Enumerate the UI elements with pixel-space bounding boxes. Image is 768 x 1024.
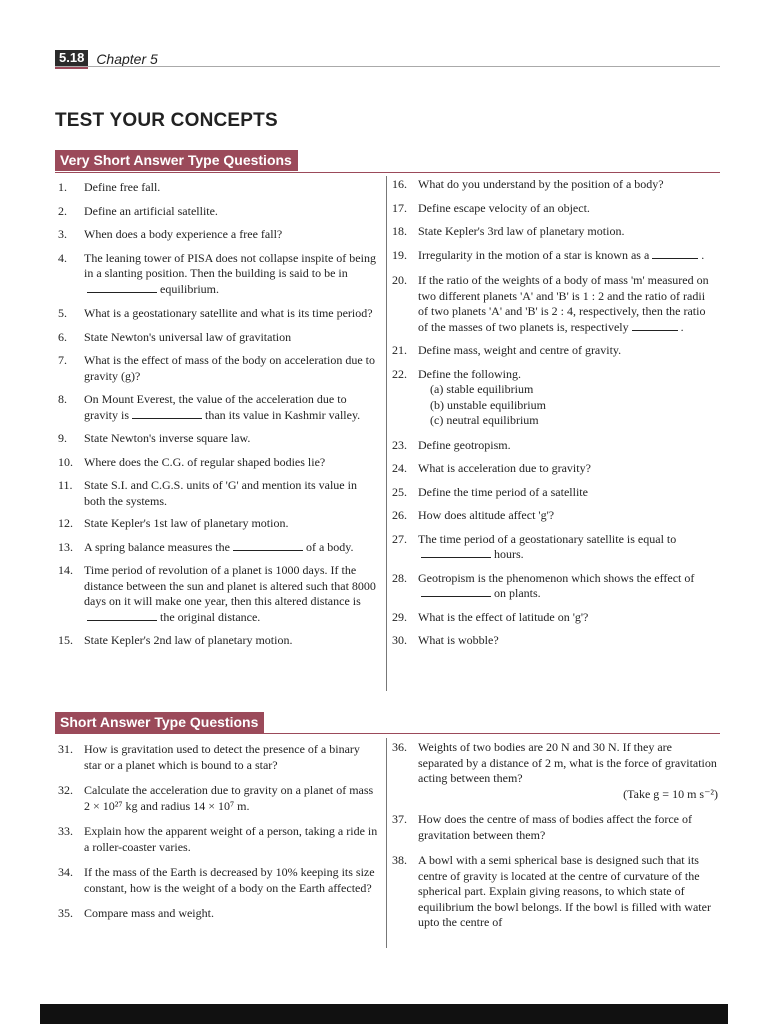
- question-text: [84, 251, 378, 298]
- question-number: 18.: [392, 224, 407, 238]
- question-text: [84, 783, 378, 814]
- question-number: 15.: [58, 633, 73, 647]
- question-text-part: Compare mass and weight.: [84, 906, 214, 920]
- question-number: 8.: [58, 392, 67, 406]
- question-item: [388, 343, 718, 359]
- question-text-part: State Kepler's 2nd law of planetary motion.: [84, 633, 293, 647]
- question-text-part: Define an artificial satellite.: [84, 203, 218, 218]
- answer-blank: [87, 610, 157, 621]
- question-text-part: hours.: [494, 547, 524, 561]
- question-text-part: A bowl with a semi spherical base is designed such that its centre of gravity is located at the centre of curvature of the spherical part. Explain giving reasons, to which state of equilibrium the bowl belongs. If the bowl is filled with water upto the centre of: [418, 853, 711, 929]
- question-text: [84, 227, 378, 243]
- question-text: [84, 906, 378, 922]
- question-text-part: .: [701, 247, 705, 262]
- question-text: [84, 478, 378, 509]
- question-text: [84, 563, 378, 625]
- question-number: 17.: [392, 200, 407, 215]
- question-text-part: Define free fall.: [84, 180, 161, 194]
- column-divider: [386, 738, 387, 948]
- answer-blank: [87, 282, 157, 293]
- question-number: 11.: [58, 478, 73, 492]
- question-item: [54, 478, 378, 509]
- question-text-part: Define the following.: [418, 366, 521, 381]
- answer-blank: [632, 320, 678, 331]
- question-item: [388, 812, 718, 843]
- question-item: [54, 824, 378, 855]
- question-item: [54, 563, 378, 625]
- question-item: [54, 330, 378, 346]
- question-text-part: State Kepler's 1st law of planetary motion.: [84, 516, 289, 530]
- question-text: [84, 204, 378, 220]
- question-text: [418, 248, 718, 264]
- column-divider: [386, 176, 387, 691]
- question-text-part: Weights of two bodies are 20 N and 30 N. If they are separated by a distance of 2 m, what is the force of gravitation acting between them?: [418, 740, 717, 785]
- question-text-part: Where does the C.G. of regular shaped bodies lie?: [84, 454, 326, 469]
- question-text-part: Time period of revolution of a planet is 1000 days. If the distance between the sun and planet is altered such that 8000 days on it will make one year, then this altered distance is: [84, 563, 376, 608]
- question-text-part: Define the time period of a satellite: [418, 484, 588, 499]
- question-number: 31.: [58, 742, 73, 756]
- question-text: [418, 571, 718, 602]
- question-text-part: on plants.: [494, 586, 541, 600]
- question-item: [388, 224, 718, 240]
- question-text: [84, 392, 378, 423]
- question-number: 10.: [58, 454, 73, 469]
- question-number: 2.: [58, 203, 67, 218]
- question-item: [388, 461, 718, 477]
- question-item: [54, 516, 378, 532]
- question-text: [418, 610, 718, 626]
- question-item: [54, 906, 378, 922]
- question-number: 9.: [58, 431, 67, 445]
- question-column-left: [54, 742, 378, 922]
- section-rule: [55, 733, 720, 734]
- question-text: [418, 343, 718, 359]
- question-number: 32.: [58, 783, 73, 797]
- question-text-part: State Kepler's 3rd law of planetary motion.: [418, 224, 625, 238]
- answer-blank: [233, 540, 303, 551]
- question-number: 36.: [392, 740, 407, 754]
- section-rule: [55, 172, 720, 173]
- question-text-part: Geotropism is the phenomenon which shows the effect of: [418, 570, 695, 585]
- question-text-part: Define mass, weight and centre of gravity.: [418, 343, 622, 357]
- answer-blank: [652, 248, 698, 259]
- question-number: 13.: [58, 539, 73, 554]
- question-text-part: State Newton's inverse square law.: [84, 431, 251, 445]
- section-heading-short: Short Answer Type Questions: [55, 712, 264, 733]
- question-item: [388, 177, 718, 193]
- question-text: [84, 330, 378, 346]
- question-text: [418, 633, 718, 649]
- question-text-part: What do you understand by the position of a body?: [418, 177, 664, 191]
- question-text: [418, 177, 718, 193]
- question-number: 37.: [392, 812, 407, 826]
- question-text-part: Explain how the apparent weight of a person, taking a ride in a roller-coaster varies.: [84, 824, 378, 854]
- question-text: [84, 180, 378, 196]
- question-text-part: When does a body experience a free fall?: [84, 227, 283, 241]
- question-number: 29.: [392, 609, 407, 624]
- chapter-label: Chapter 5: [96, 51, 158, 67]
- sub-item: (a) stable equilibrium: [430, 382, 534, 396]
- question-number: 1.: [58, 180, 67, 194]
- question-text: [418, 812, 718, 843]
- question-item: [54, 540, 378, 556]
- question-item: [388, 438, 718, 454]
- question-text: [418, 740, 718, 787]
- question-item: [54, 251, 378, 298]
- question-number: 16.: [392, 177, 407, 191]
- question-text: [418, 853, 718, 931]
- answer-blank: [421, 547, 491, 558]
- question-text-part: of a body.: [305, 539, 354, 554]
- page-number-badge: 5.18: [55, 50, 88, 69]
- question-text-part: the original distance.: [160, 609, 261, 624]
- question-text-part: Calculate the acceleration due to gravity on a planet of mass 2 × 10²⁷ kg and radius 14 × 10⁷ m.: [84, 783, 374, 813]
- question-item: [388, 273, 718, 335]
- section-heading-very-short: Very Short Answer Type Questions: [55, 150, 298, 171]
- question-number: 33.: [58, 824, 73, 838]
- question-text: [84, 742, 378, 773]
- question-item: [54, 633, 378, 649]
- question-text: [84, 824, 378, 855]
- question-item: [388, 201, 718, 217]
- question-text: [418, 532, 718, 563]
- question-text-part: What is wobble?: [418, 633, 499, 647]
- question-number: 22.: [392, 366, 407, 381]
- question-text: [84, 353, 378, 384]
- question-number: 38.: [392, 853, 407, 867]
- question-text: [84, 865, 378, 896]
- sub-item: (b) unstable equilibrium: [430, 397, 546, 412]
- question-text-part: State S.I. and C.G.S. units of 'G' and mention its value in both the systems.: [84, 478, 357, 508]
- question-item: [54, 306, 378, 322]
- question-item: [54, 227, 378, 243]
- question-item: [54, 865, 378, 896]
- question-column-left: [54, 180, 378, 649]
- question-text-part: than its value in Kashmir valley.: [205, 407, 361, 422]
- question-number: 14.: [58, 563, 73, 577]
- question-item: [388, 485, 718, 501]
- question-text-part: What is a geostationary satellite and what is its time period?: [84, 306, 373, 320]
- sub-item: (c) neutral equilibrium: [430, 413, 539, 427]
- question-item: [54, 180, 378, 196]
- question-number: 6.: [58, 329, 67, 344]
- question-item: [388, 508, 718, 524]
- question-number: 28.: [392, 570, 407, 585]
- question-text-part: State Newton's universal law of gravitation: [84, 329, 292, 344]
- question-number: 25.: [392, 484, 407, 499]
- question-text: [84, 455, 378, 471]
- question-item: [54, 431, 378, 447]
- question-text-part: How is gravitation used to detect the presence of a binary star or a planet which is bound to a star?: [84, 742, 360, 772]
- question-text-part: Define escape velocity of an object.: [418, 200, 590, 215]
- question-item: [388, 571, 718, 602]
- question-column-right: [388, 740, 718, 931]
- question-text-part: What is acceleration due to gravity?: [418, 461, 591, 475]
- question-number: 21.: [392, 343, 407, 357]
- question-text-part: If the ratio of the weights of a body of mass 'm' measured on two different planets 'A' and 'B' is 1 : 2 and the ratio of radii of two planets 'A' and 'B' is 2 : 4, respectively, then the ratio of the masses of two planets is, respectively: [418, 273, 709, 334]
- question-text: [84, 431, 378, 447]
- question-text-part: Define geotropism.: [418, 437, 511, 452]
- question-item: [388, 248, 718, 264]
- question-text-part: How does altitude affect 'g'?: [418, 508, 555, 522]
- question-item: [54, 783, 378, 814]
- question-item: [54, 392, 378, 423]
- question-item: [388, 633, 718, 649]
- question-number: 19.: [392, 247, 407, 262]
- question-text: [418, 461, 718, 477]
- question-item: [54, 455, 378, 471]
- question-text-part: If the mass of the Earth is decreased by 10% keeping its size constant, how is the weight of a body on the Earth affected?: [84, 865, 375, 895]
- question-number: 5.: [58, 306, 67, 320]
- question-text-part: What is the effect of mass of the body on acceleration due to gravity (g)?: [84, 353, 376, 383]
- question-text: [418, 367, 718, 383]
- question-number: 27.: [392, 531, 407, 546]
- question-text-part: On Mount Everest, the value of the acceleration due to gravity is: [84, 392, 347, 422]
- question-number: 3.: [58, 227, 67, 241]
- question-text-part: How does the centre of mass of bodies affect the force of gravitation between them?: [418, 812, 693, 842]
- question-number: 12.: [58, 516, 73, 530]
- question-number: 34.: [58, 865, 73, 879]
- question-number: 20.: [392, 273, 407, 287]
- question-number: 24.: [392, 461, 407, 475]
- question-number: 35.: [58, 906, 73, 920]
- question-text: [418, 201, 718, 217]
- question-item: [388, 853, 718, 931]
- question-item: [54, 742, 378, 773]
- question-number: 7.: [58, 353, 67, 367]
- question-text: [84, 516, 378, 532]
- question-number: 23.: [392, 437, 407, 452]
- question-text-part: A spring balance measures the: [84, 539, 230, 554]
- question-text-part: The time period of a geostationary satellite is equal to: [418, 531, 677, 546]
- question-text: [418, 224, 718, 240]
- answer-blank: [132, 408, 202, 419]
- question-item: [388, 740, 718, 802]
- question-item: [388, 532, 718, 563]
- question-number: 30.: [392, 633, 407, 647]
- question-text: [84, 633, 378, 649]
- question-text: [84, 540, 378, 556]
- question-text-part: The leaning tower of PISA does not collapse inspite of being in a slanting position. Then the building is said to be in: [84, 250, 376, 280]
- question-note: (Take g = 10 m s⁻²): [623, 786, 718, 801]
- question-text-part: Irregularity in the motion of a star is known as a: [418, 247, 650, 262]
- header-rule: [55, 66, 720, 67]
- question-text: [418, 508, 718, 524]
- question-number: 26.: [392, 508, 407, 522]
- question-text: [418, 485, 718, 501]
- question-item: [54, 353, 378, 384]
- question-text: [84, 306, 378, 322]
- question-item: [388, 610, 718, 626]
- question-text-part: What is the effect of latitude on 'g'?: [418, 609, 589, 624]
- question-item: [388, 367, 718, 429]
- question-number: 4.: [58, 250, 67, 265]
- answer-blank: [421, 586, 491, 597]
- question-text: [418, 273, 718, 335]
- question-text: [418, 438, 718, 454]
- question-text-part: equilibrium.: [160, 281, 219, 296]
- page-title: TEST YOUR CONCEPTS: [55, 110, 278, 131]
- question-item: [54, 204, 378, 220]
- question-text-part: .: [680, 319, 684, 334]
- footer-bar: [40, 1004, 728, 1024]
- question-column-right: [388, 177, 718, 649]
